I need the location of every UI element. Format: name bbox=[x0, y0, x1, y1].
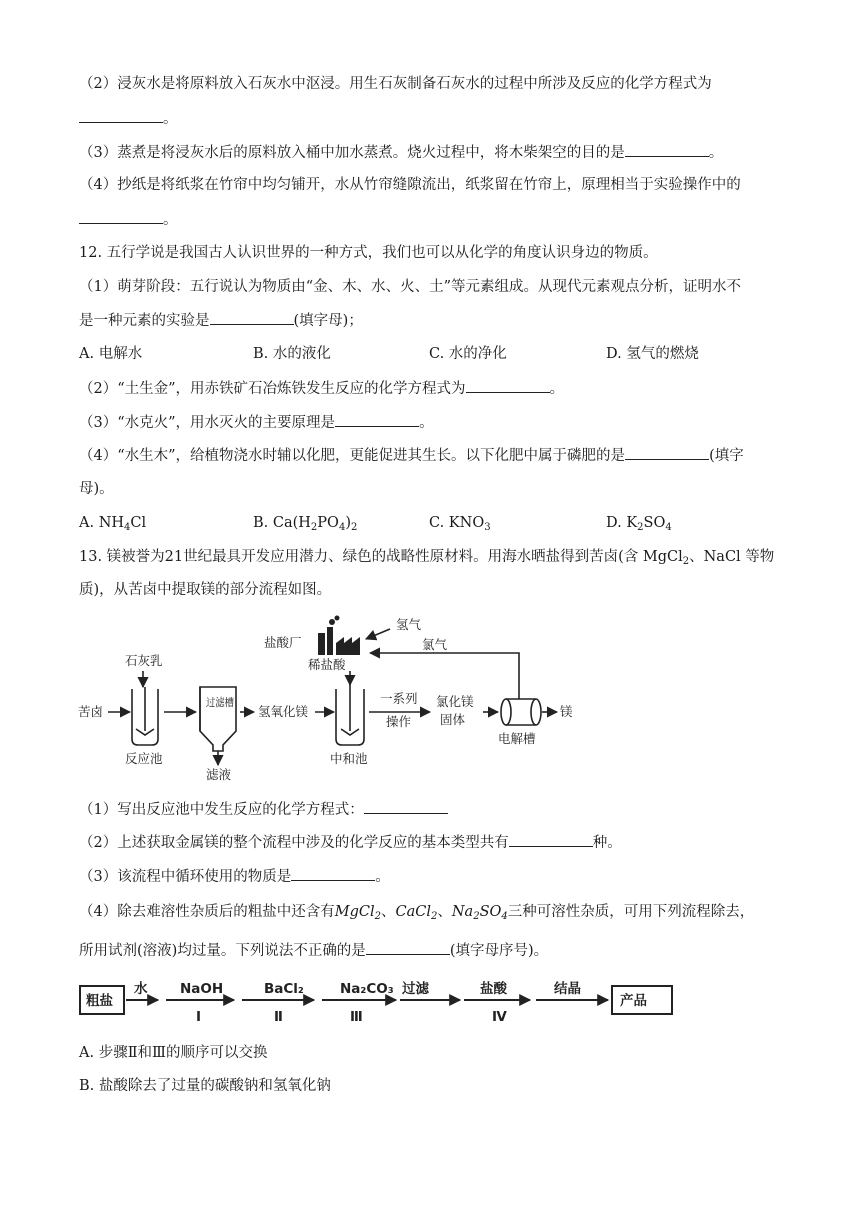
label-chan-pin: 产品 bbox=[620, 993, 647, 1009]
q11-part4-line2: 。 bbox=[79, 209, 178, 230]
q13-part4-line2: 所用试剂(溶液)均过量。下列说法不正确的是 (填字母序号)。 bbox=[79, 940, 548, 961]
label-lv-ye: 滤液 bbox=[206, 767, 232, 781]
q11-part2-line1: （2）浸灰水是将原料放入石灰水中沤浸。用生石灰制备石灰水的过程中所涉及反应的化学方程式为 bbox=[79, 76, 712, 92]
answer-blank[interactable] bbox=[79, 108, 163, 123]
q12-part4-line1: （4）“水生木”，给植物浇水时辅以化肥，更能促进其生长。以下化肥中属于磷肥的是 (填字 bbox=[79, 445, 744, 466]
answer-blank[interactable] bbox=[335, 412, 419, 427]
label-qing-yang-hua-mei: 氢氧化镁 bbox=[258, 704, 309, 719]
q13-stem-line2: 质)，从苦卤中提取镁的部分流程如图。 bbox=[79, 582, 332, 598]
q12-part4-line2: 母)。 bbox=[79, 481, 114, 497]
formula-cacl2: CaCl$_2$ bbox=[395, 904, 438, 922]
q12-p1-option-d[interactable]: D. 氢气的燃烧 bbox=[606, 346, 699, 362]
answer-blank[interactable] bbox=[364, 799, 448, 814]
formula-mgcl2: MgCl$_2$ bbox=[334, 904, 381, 922]
label-cu-yan: 粗盐 bbox=[86, 993, 113, 1009]
label-yan-suan: 盐酸 bbox=[480, 981, 507, 997]
arrow bbox=[366, 629, 390, 639]
q13-stem-line1: 13. 镁被誉为21世纪最具开发应用潜力、绿色的战略性原材料。用海水晒盐得到苦卤(含 MgCl$_2$、NaCl 等物 bbox=[79, 549, 775, 567]
q12-p1-option-a[interactable]: A. 电解水 bbox=[79, 346, 143, 362]
label-guo-lv-cao: 过滤槽 bbox=[206, 696, 239, 709]
answer-blank[interactable] bbox=[79, 209, 163, 224]
answer-blank[interactable] bbox=[210, 310, 294, 325]
answer-blank[interactable] bbox=[625, 142, 709, 157]
q12-part1-line2: 是一种元素的实验是 (填字母)； bbox=[79, 310, 363, 331]
q12-part1-line1: （1）萌芽阶段：五行说认为物质由“金、木、水、火、土”等元素组成。从现代元素观点分析，证明水不 bbox=[79, 279, 742, 295]
label-lv-qi: 氯气 bbox=[422, 637, 448, 652]
answer-blank[interactable] bbox=[291, 866, 375, 881]
label-zhong-he-chi: 中和池 bbox=[330, 751, 368, 766]
label-step-4: Ⅳ bbox=[492, 1009, 507, 1025]
q13-part1: （1）写出反应池中发生反应的化学方程式： bbox=[79, 799, 448, 820]
label-na2co3: Na₂CO₃ bbox=[340, 981, 394, 997]
label-gu-ti: 固体 bbox=[440, 712, 466, 727]
q12-p4-option-b[interactable]: B. $Ca(H_2PO_4)_2$ bbox=[253, 515, 358, 533]
label-shi-hui-ru: 石灰乳 bbox=[125, 653, 163, 668]
q11-part3: （3）蒸煮是将浸灰水后的原料放入桶中加水蒸煮。烧火过程中，将木柴架空的目的是 。 bbox=[79, 142, 723, 163]
label-jie-jing: 结晶 bbox=[554, 981, 581, 997]
q12-p1-option-c[interactable]: C. 水的净化 bbox=[429, 346, 507, 362]
label-step-3: Ⅲ bbox=[350, 1009, 363, 1025]
label-naoh: NaOH bbox=[180, 981, 224, 997]
q11-part4-line1: （4）抄纸是将纸浆在竹帘中均匀铺开，水从竹帘缝隙流出，纸浆留在竹帘上，原理相当于实验操作中的 bbox=[79, 177, 741, 193]
label-shui: 水 bbox=[134, 981, 148, 997]
label-step-1: Ⅰ bbox=[196, 1009, 202, 1025]
label-fan-ying-chi: 反应池 bbox=[125, 751, 163, 766]
label-guo-lv: 过滤 bbox=[402, 981, 429, 997]
formula-na2so4: $Na_2SO_4$ bbox=[451, 904, 508, 922]
q12-part3: （3）“水克火”，用水灭火的主要原理是 。 bbox=[79, 412, 434, 433]
label-yan-suan-chang: 盐酸厂 bbox=[264, 635, 302, 650]
salt-purification-flowchart bbox=[78, 975, 674, 1031]
label-bacl2: BaCl₂ bbox=[264, 981, 304, 997]
label-xi-yan-suan: 稀盐酸 bbox=[308, 657, 346, 672]
q13-p4-option-a[interactable]: A. 步骤Ⅱ和Ⅲ的顺序可以交换 bbox=[79, 1045, 268, 1061]
q13-part3: （3）该流程中循环使用的物质是 。 bbox=[79, 866, 390, 887]
answer-blank[interactable] bbox=[509, 832, 593, 847]
label-mei: 镁 bbox=[560, 704, 573, 719]
answer-blank[interactable] bbox=[625, 445, 709, 460]
q12-part2: （2）“土生金”，用赤铁矿石冶炼铁发生反应的化学方程式为 。 bbox=[79, 378, 564, 399]
answer-blank[interactable] bbox=[466, 378, 550, 393]
label-qing-qi: 氢气 bbox=[396, 617, 422, 632]
answer-blank[interactable] bbox=[366, 940, 450, 955]
label-lv-hua-mei: 氯化镁 bbox=[436, 694, 474, 709]
label-dian-jie-cao: 电解槽 bbox=[498, 731, 536, 746]
q13-part2: （2）上述获取金属镁的整个流程中涉及的化学反应的基本类型共有 种。 bbox=[79, 832, 622, 853]
q12-p4-option-a[interactable]: A. $NH_4Cl$ bbox=[79, 515, 147, 533]
label-step-2: Ⅱ bbox=[274, 1009, 283, 1025]
q11-part2-line2: 。 bbox=[79, 108, 178, 129]
q12-p1-option-b[interactable]: B. 水的液化 bbox=[253, 346, 331, 362]
q13-part4-line1: （4）除去难溶性杂质后的粗盐中还含有MgCl$_2$、CaCl$_2$、$Na_2SO_4$三种可溶性杂质，可用下列流程除去， bbox=[79, 904, 755, 922]
q12-p4-option-d[interactable]: D. $K_2SO_4$ bbox=[606, 515, 672, 533]
q13-p4-option-b[interactable]: B. 盐酸除去了过量的碳酸钠和氢氧化钠 bbox=[79, 1078, 331, 1094]
factory-icon bbox=[318, 616, 360, 656]
magnesium-extraction-flowchart bbox=[78, 613, 598, 781]
label-yi-xi-lie: 一系列 bbox=[380, 691, 418, 706]
label-ku-lu: 苦卤 bbox=[78, 704, 104, 719]
q12-stem: 12. 五行学说是我国古人认识世界的一种方式，我们也可以从化学的角度认识身边的物质。 bbox=[79, 245, 658, 261]
q12-p4-option-c[interactable]: C. $KNO_3$ bbox=[429, 515, 491, 533]
label-cao-zuo: 操作 bbox=[386, 714, 412, 729]
